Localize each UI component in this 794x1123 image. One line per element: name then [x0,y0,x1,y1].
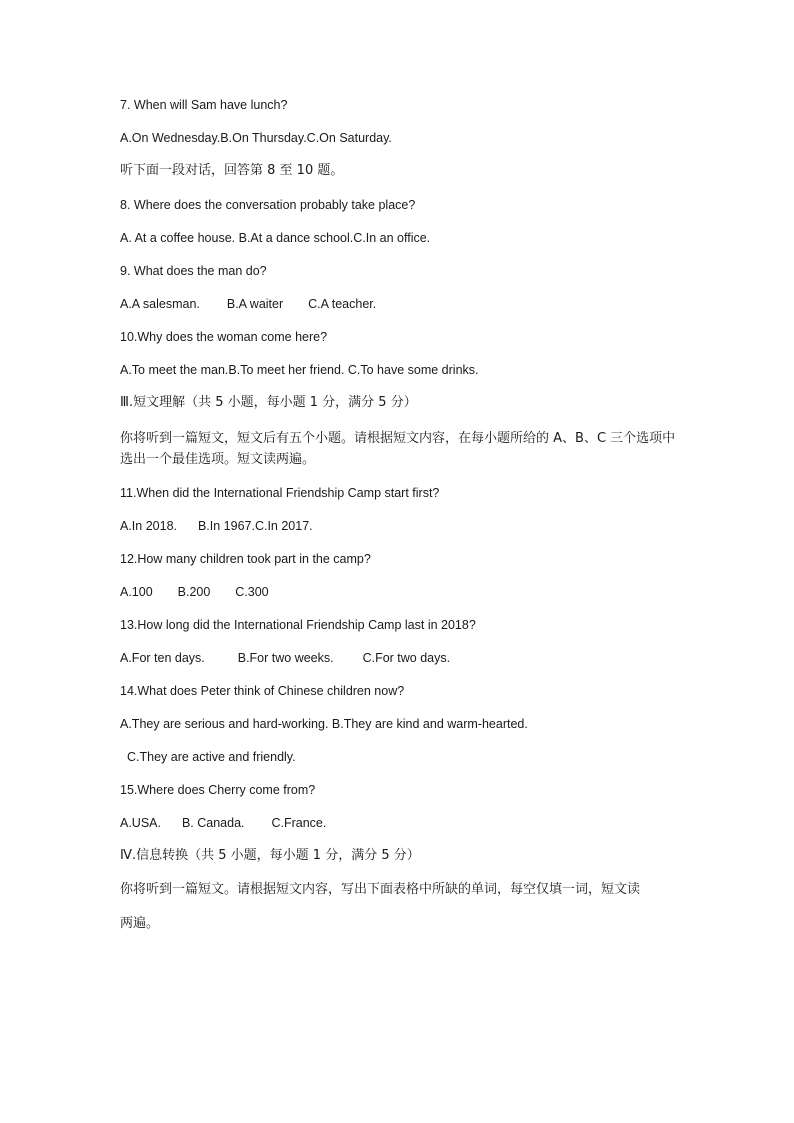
question-15-options [120,814,680,832]
question-7-options: A.On Wednesday.B.On Thursday.C.On Saturday. [120,131,392,145]
section-3-heading: Ⅲ.短文理解（共 5 小题，每小题 1 分，满分 5 分） [120,395,417,410]
question-14-option-c: C.They are active and friendly. [127,750,296,764]
question-9: 9. What does the man do? [120,264,267,278]
section-4-instruction-line1: 你将听到一篇短文。请根据短文内容，写出下面表格中所缺的单词，每空仅填一词，短文读 [120,882,641,897]
option-a: A.100 [120,585,153,599]
section-3-instruction: 你将听到一篇短文，短文后有五个小题。请根据短文内容，在每小题所给的 A、B、C 三个选项中选出一个最佳选项。短文读两遍。 [120,431,676,467]
option-a: A.For ten days. [120,651,205,665]
question-7: 7. When will Sam have lunch? [120,98,288,112]
option-c: C.300 [235,585,269,599]
question-10-options: A.To meet the man.B.To meet her friend. C.To have some drinks. [120,363,479,377]
question-13: 13.How long did the International Friendship Camp last in 2018? [120,618,476,632]
section-4-heading: Ⅳ.信息转换（共 5 小题，每小题 1 分，满分 5 分） [120,848,420,863]
option-a: A.In 2018. [120,519,177,533]
question-12: 12.How many children took part in the camp? [120,552,371,566]
question-11: 11.When did the International Friendship Camp start first? [120,486,440,500]
question-9-options [120,295,680,313]
question-14: 14.What does Peter think of Chinese children now? [120,684,405,698]
option-a: A.USA. [120,816,161,830]
option-b: B.For two weeks. [237,651,334,665]
option-b: B. Canada. [181,816,245,830]
question-12-options [120,583,680,601]
instruction-8-10: 听下面一段对话，回答第 8 至 10 题。 [120,163,344,178]
option-b: B.200 [177,585,211,599]
question-11-options [120,517,680,535]
option-a: A.A salesman. [120,297,200,311]
question-14-options-ab: A.They are serious and hard-working. B.They are kind and warm-hearted. [120,717,528,731]
question-10: 10.Why does the woman come here? [120,330,328,344]
question-13-options [120,649,680,667]
option-bc: B.In 1967.C.In 2017. [197,519,313,533]
option-c: C.A teacher. [308,297,377,311]
option-c: C.For two days. [362,651,451,665]
question-8: 8. Where does the conversation probably take place? [120,198,416,212]
question-15: 15.Where does Cherry come from? [120,783,316,797]
option-c: C.France. [271,816,327,830]
question-8-options: A. At a coffee house. B.At a dance school.C.In an office. [120,231,431,245]
section-4-instruction-line2: 两遍。 [120,916,160,931]
option-b: B.A waiter [226,297,284,311]
